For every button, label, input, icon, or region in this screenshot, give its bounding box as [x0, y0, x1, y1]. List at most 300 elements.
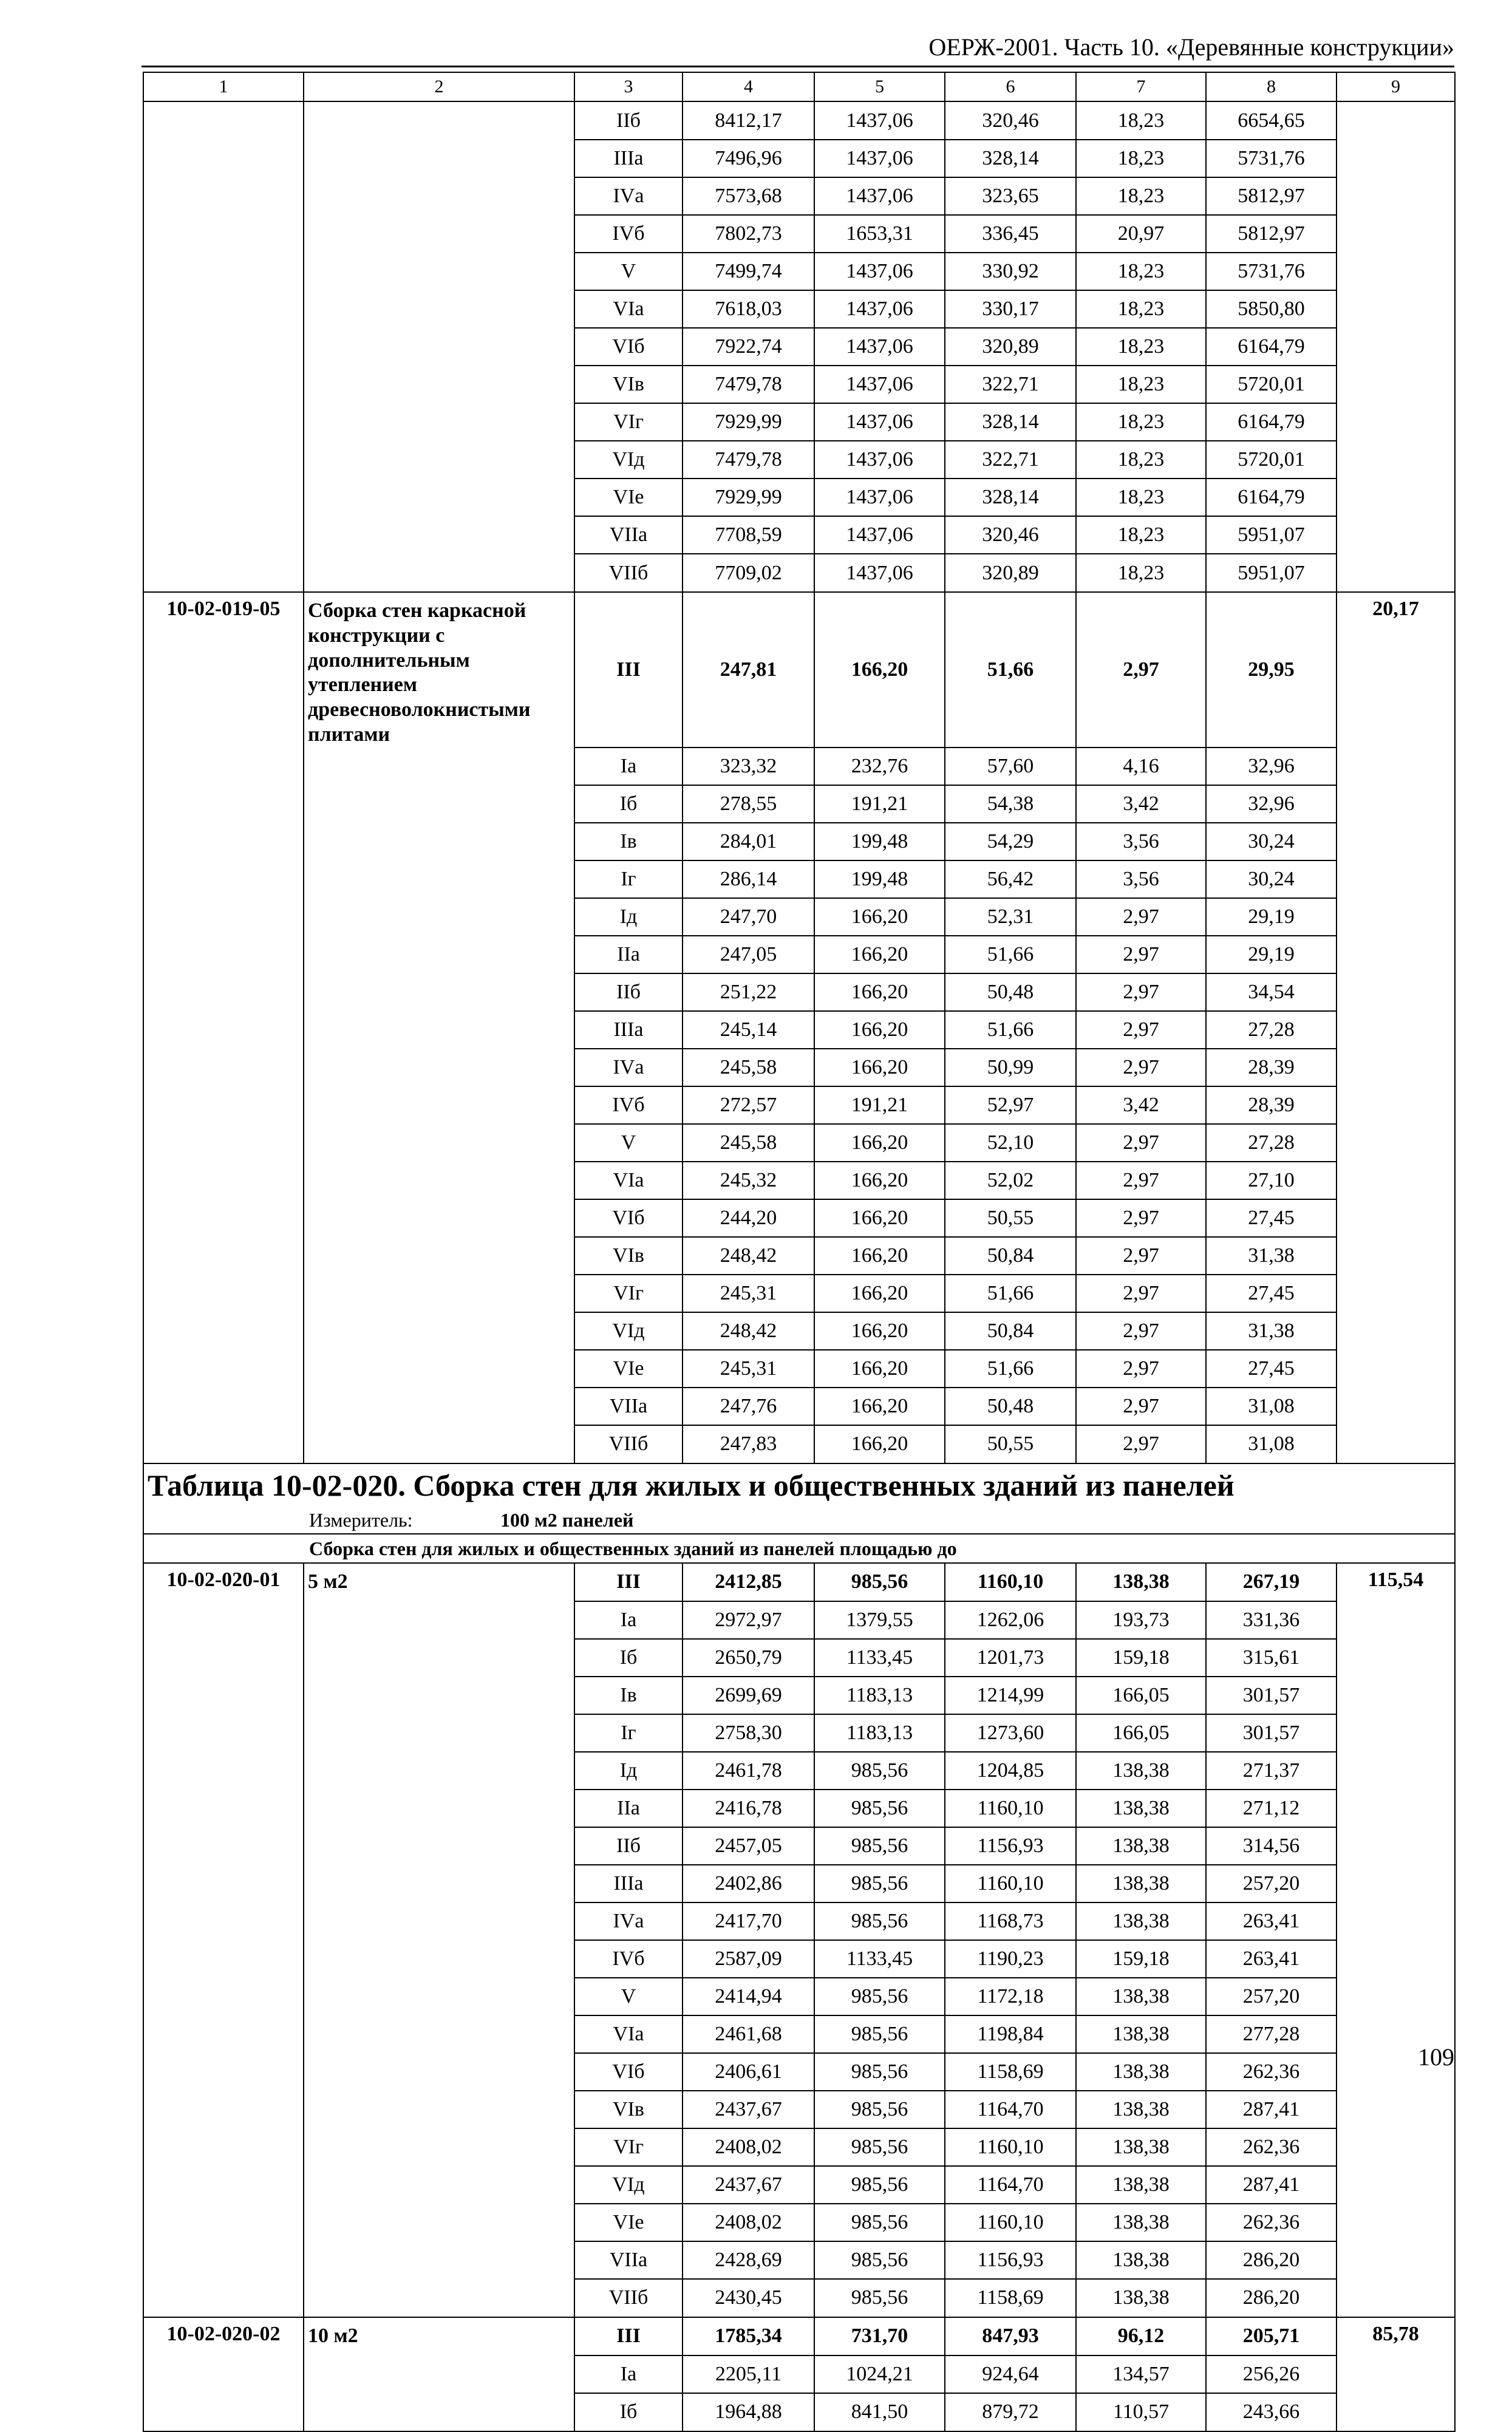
- rate-code-empty: [143, 366, 304, 403]
- rate-code-empty: [143, 140, 304, 177]
- table-row: [143, 1827, 1455, 1865]
- rate-code-empty: [143, 2393, 304, 2431]
- zone-cell: IVб: [574, 1940, 683, 1978]
- value-cell: 232,76: [814, 748, 945, 785]
- col9-empty: [1337, 2091, 1455, 2128]
- value-cell: 5812,97: [1206, 215, 1337, 253]
- zone-cell: Iд: [574, 1752, 683, 1790]
- value-cell: 3,42: [1076, 785, 1206, 823]
- zone-cell: IVб: [574, 215, 683, 253]
- value-cell: 256,26: [1206, 2355, 1337, 2393]
- table-row: [143, 1199, 1455, 1237]
- col9-empty: [1337, 101, 1455, 140]
- value-cell: 1437,06: [814, 366, 945, 403]
- value-cell: 323,65: [945, 177, 1076, 215]
- rate-code-empty: [143, 1312, 304, 1350]
- value-cell: 138,38: [1076, 2053, 1206, 2091]
- work-name-empty: [304, 1124, 574, 1162]
- work-name-empty: [304, 1940, 574, 1978]
- value-cell: 251,22: [683, 973, 814, 1011]
- value-cell: 2457,05: [683, 1827, 814, 1865]
- value-cell: 138,38: [1076, 1827, 1206, 1865]
- value-cell: 2408,02: [683, 2128, 814, 2166]
- work-name-empty: [304, 101, 574, 140]
- value-cell: 166,05: [1076, 1714, 1206, 1752]
- col9-empty: [1337, 2393, 1455, 2431]
- value-cell: 271,37: [1206, 1752, 1337, 1790]
- value-cell: 166,20: [814, 1312, 945, 1350]
- table-row: [143, 1978, 1455, 2015]
- value-cell: 245,31: [683, 1350, 814, 1388]
- work-name-empty: [304, 479, 574, 516]
- zone-cell: V: [574, 1124, 683, 1162]
- value-cell: 166,20: [814, 592, 945, 748]
- zone-cell: Iа: [574, 2355, 683, 2393]
- value-cell: 5720,01: [1206, 366, 1337, 403]
- value-cell: 50,84: [945, 1237, 1076, 1275]
- value-cell: 1160,10: [945, 1790, 1076, 1827]
- value-cell: 2,97: [1076, 936, 1206, 973]
- col9-empty: [1337, 898, 1455, 936]
- value-cell: 1437,06: [814, 140, 945, 177]
- value-cell: 262,36: [1206, 2128, 1337, 2166]
- value-cell: 52,10: [945, 1124, 1076, 1162]
- page-number: 109: [1418, 2043, 1454, 2071]
- value-cell: 3,56: [1076, 860, 1206, 898]
- value-cell: 159,18: [1076, 1940, 1206, 1978]
- work-name-empty: [304, 1086, 574, 1124]
- col9-empty: [1337, 1714, 1455, 1752]
- rate-code: 10-02-019-05: [143, 592, 304, 748]
- value-cell: 27,45: [1206, 1275, 1337, 1312]
- zone-cell: IVа: [574, 1049, 683, 1086]
- value-cell: 2,97: [1076, 1199, 1206, 1237]
- value-cell: 134,57: [1076, 2355, 1206, 2393]
- value-cell: 31,08: [1206, 1425, 1337, 1463]
- column-number: 5: [814, 72, 945, 101]
- value-cell: 985,56: [814, 1902, 945, 1940]
- col9-empty: [1337, 1312, 1455, 1350]
- value-cell: 1653,31: [814, 215, 945, 253]
- rate-code-empty: [143, 973, 304, 1011]
- value-cell: 244,20: [683, 1199, 814, 1237]
- table-row: [143, 1049, 1455, 1086]
- value-cell: 7496,96: [683, 140, 814, 177]
- value-cell: 924,64: [945, 2355, 1076, 2393]
- work-name-empty: [304, 2128, 574, 2166]
- table-row: [143, 290, 1455, 328]
- col9-empty: [1337, 1940, 1455, 1978]
- table-row: [143, 1011, 1455, 1049]
- zone-cell: VIб: [574, 2053, 683, 2091]
- work-name-empty: [304, 1978, 574, 2015]
- value-cell: 301,57: [1206, 1714, 1337, 1752]
- table-row: [143, 2053, 1455, 2091]
- value-cell: 1964,88: [683, 2393, 814, 2431]
- value-cell: 31,38: [1206, 1237, 1337, 1275]
- value-cell: 331,36: [1206, 1601, 1337, 1639]
- value-cell: 985,56: [814, 2128, 945, 2166]
- zone-cell: VIб: [574, 328, 683, 366]
- table-row: [143, 936, 1455, 973]
- value-cell: 30,24: [1206, 823, 1337, 860]
- work-name-empty: [304, 2204, 574, 2241]
- rate-code-empty: [143, 1714, 304, 1752]
- zone-cell: IIб: [574, 973, 683, 1011]
- table-row: [143, 1940, 1455, 1978]
- zone-cell: Iб: [574, 2393, 683, 2431]
- col9-empty: [1337, 1601, 1455, 1639]
- work-name-empty: [304, 2279, 574, 2317]
- meter-value: 100 м2 панелей: [500, 1508, 634, 1531]
- table-title-row: [143, 1463, 1455, 1507]
- table-row: [143, 2279, 1455, 2317]
- value-cell: 1273,60: [945, 1714, 1076, 1752]
- value-cell: 286,20: [1206, 2241, 1337, 2279]
- zone-cell: III: [574, 592, 683, 748]
- value-cell: 286,20: [1206, 2279, 1337, 2317]
- value-cell: 247,05: [683, 936, 814, 973]
- col9-empty: [1337, 2204, 1455, 2241]
- meter-row: [143, 1507, 1455, 1534]
- work-name-empty: [304, 328, 574, 366]
- value-cell: 18,23: [1076, 366, 1206, 403]
- value-cell: 2402,86: [683, 1865, 814, 1902]
- rate-code-empty: [143, 253, 304, 290]
- value-cell: 245,58: [683, 1124, 814, 1162]
- zone-cell: VIIб: [574, 554, 683, 592]
- table-row: [143, 1312, 1455, 1350]
- value-cell: 28,39: [1206, 1086, 1337, 1124]
- meter-label: Измеритель:: [309, 1508, 413, 1531]
- value-cell: 1183,13: [814, 1714, 945, 1752]
- zone-cell: Iв: [574, 823, 683, 860]
- table-row: [143, 1275, 1455, 1312]
- col9-empty: [1337, 785, 1455, 823]
- table-row: [143, 1902, 1455, 1940]
- rate-code-empty: [143, 1677, 304, 1714]
- zone-cell: VIв: [574, 1237, 683, 1275]
- col9-empty: [1337, 973, 1455, 1011]
- work-name-empty: [304, 823, 574, 860]
- value-cell: 336,45: [945, 215, 1076, 253]
- col9-empty: [1337, 2279, 1455, 2317]
- zone-cell: VIв: [574, 366, 683, 403]
- value-cell: 159,18: [1076, 1639, 1206, 1677]
- rate-code-empty: [143, 1350, 304, 1388]
- rate-code-empty: [143, 290, 304, 328]
- rate-code: 10-02-020-02: [143, 2317, 304, 2355]
- value-cell: 31,38: [1206, 1312, 1337, 1350]
- col9-value: 85,78: [1337, 2317, 1455, 2355]
- value-cell: 1379,55: [814, 1601, 945, 1639]
- rate-code-empty: [143, 2166, 304, 2204]
- work-name-empty: [304, 2241, 574, 2279]
- work-name-empty: [304, 1790, 574, 1827]
- value-cell: 985,56: [814, 1865, 945, 1902]
- value-cell: 51,66: [945, 1350, 1076, 1388]
- zone-cell: VIе: [574, 1350, 683, 1388]
- table-row: [143, 253, 1455, 290]
- col9-empty: [1337, 1049, 1455, 1086]
- value-cell: 1164,70: [945, 2091, 1076, 2128]
- value-cell: 3,56: [1076, 823, 1206, 860]
- value-cell: 1437,06: [814, 554, 945, 592]
- zone-cell: VIе: [574, 2204, 683, 2241]
- value-cell: 2437,67: [683, 2166, 814, 2204]
- work-name-empty: [304, 215, 574, 253]
- col9-empty: [1337, 403, 1455, 441]
- value-cell: 166,20: [814, 1124, 945, 1162]
- rate-code-empty: [143, 1011, 304, 1049]
- column-number: 8: [1206, 72, 1337, 101]
- value-cell: 56,42: [945, 860, 1076, 898]
- value-cell: 7708,59: [683, 516, 814, 554]
- value-cell: 3,42: [1076, 1086, 1206, 1124]
- rate-code-empty: [143, 2128, 304, 2166]
- value-cell: 2430,45: [683, 2279, 814, 2317]
- work-name-empty: [304, 973, 574, 1011]
- value-cell: 7929,99: [683, 479, 814, 516]
- rate-code-empty: [143, 177, 304, 215]
- rate-code-empty: [143, 1425, 304, 1463]
- value-cell: 1024,21: [814, 2355, 945, 2393]
- value-cell: 7922,74: [683, 328, 814, 366]
- value-cell: 191,21: [814, 785, 945, 823]
- work-name-empty: [304, 2355, 574, 2393]
- meter-cell: [143, 1507, 1455, 1534]
- value-cell: 29,19: [1206, 898, 1337, 936]
- zone-cell: VIIа: [574, 2241, 683, 2279]
- zone-cell: VIг: [574, 403, 683, 441]
- work-name: 5 м2: [304, 1563, 574, 1601]
- table-row: [143, 2128, 1455, 2166]
- rate-code-empty: [143, 2015, 304, 2053]
- work-name-empty: [304, 140, 574, 177]
- work-name-empty: [304, 2053, 574, 2091]
- zone-cell: IIа: [574, 1790, 683, 1827]
- value-cell: 1437,06: [814, 177, 945, 215]
- work-name-empty: [304, 1237, 574, 1275]
- value-cell: 1183,13: [814, 1677, 945, 1714]
- rate-code-empty: [143, 1275, 304, 1312]
- value-cell: 315,61: [1206, 1639, 1337, 1677]
- value-cell: 166,20: [814, 1350, 945, 1388]
- value-cell: 18,23: [1076, 479, 1206, 516]
- column-number: 4: [683, 72, 814, 101]
- value-cell: 985,56: [814, 1563, 945, 1601]
- value-cell: 138,38: [1076, 1865, 1206, 1902]
- zone-cell: VIIа: [574, 1388, 683, 1425]
- zone-cell: V: [574, 253, 683, 290]
- value-cell: 7929,99: [683, 403, 814, 441]
- work-name-empty: [304, 1639, 574, 1677]
- value-cell: 18,23: [1076, 101, 1206, 140]
- rate-code-empty: [143, 101, 304, 140]
- table-row: [143, 516, 1455, 554]
- value-cell: 248,42: [683, 1237, 814, 1275]
- value-cell: 985,56: [814, 2166, 945, 2204]
- value-cell: 1437,06: [814, 479, 945, 516]
- col9-empty: [1337, 823, 1455, 860]
- value-cell: 5720,01: [1206, 441, 1337, 479]
- table-row: [143, 1677, 1455, 1714]
- value-cell: 1437,06: [814, 403, 945, 441]
- value-cell: 330,17: [945, 290, 1076, 328]
- rate-code-empty: [143, 785, 304, 823]
- zone-cell: VIд: [574, 2166, 683, 2204]
- zone-cell: V: [574, 1978, 683, 2015]
- table-row: [143, 441, 1455, 479]
- value-cell: 1437,06: [814, 253, 945, 290]
- table-row: [143, 2204, 1455, 2241]
- value-cell: 2758,30: [683, 1714, 814, 1752]
- work-name-empty: [304, 785, 574, 823]
- value-cell: 18,23: [1076, 177, 1206, 215]
- zone-cell: Iб: [574, 1639, 683, 1677]
- value-cell: 54,38: [945, 785, 1076, 823]
- value-cell: 2,97: [1076, 1049, 1206, 1086]
- value-cell: 18,23: [1076, 328, 1206, 366]
- value-cell: 2650,79: [683, 1639, 814, 1677]
- value-cell: 138,38: [1076, 2015, 1206, 2053]
- value-cell: 320,89: [945, 328, 1076, 366]
- value-cell: 2205,11: [683, 2355, 814, 2393]
- table-row: [143, 1563, 1455, 1601]
- value-cell: 52,31: [945, 898, 1076, 936]
- col9-empty: [1337, 1865, 1455, 1902]
- value-cell: 166,20: [814, 1162, 945, 1199]
- value-cell: 18,23: [1076, 554, 1206, 592]
- work-name-empty: [304, 1714, 574, 1752]
- col9-empty: [1337, 441, 1455, 479]
- work-name: 10 м2: [304, 2317, 574, 2355]
- col9-empty: [1337, 177, 1455, 215]
- zone-cell: Iд: [574, 898, 683, 936]
- value-cell: 51,66: [945, 1275, 1076, 1312]
- value-cell: 51,66: [945, 592, 1076, 748]
- col9-empty: [1337, 1388, 1455, 1425]
- table-row: [143, 823, 1455, 860]
- work-name-empty: [304, 860, 574, 898]
- value-cell: 320,46: [945, 516, 1076, 554]
- zone-cell: III: [574, 1563, 683, 1601]
- value-cell: 985,56: [814, 2241, 945, 2279]
- col9-empty: [1337, 1162, 1455, 1199]
- value-cell: 138,38: [1076, 1563, 1206, 1601]
- zone-cell: Iа: [574, 748, 683, 785]
- col9-empty: [1337, 1827, 1455, 1865]
- value-cell: 18,23: [1076, 290, 1206, 328]
- value-cell: 50,55: [945, 1425, 1076, 1463]
- value-cell: 2416,78: [683, 1790, 814, 1827]
- rate-code-empty: [143, 2279, 304, 2317]
- work-name-empty: [304, 1425, 574, 1463]
- value-cell: 7479,78: [683, 366, 814, 403]
- zone-cell: VIIб: [574, 2279, 683, 2317]
- value-cell: 2587,09: [683, 1940, 814, 1978]
- value-cell: 138,38: [1076, 2166, 1206, 2204]
- value-cell: 7499,74: [683, 253, 814, 290]
- rate-code-empty: [143, 328, 304, 366]
- value-cell: 1158,69: [945, 2053, 1076, 2091]
- col9-empty: [1337, 1275, 1455, 1312]
- table-row: [143, 1752, 1455, 1790]
- zone-cell: VIд: [574, 1312, 683, 1350]
- value-cell: 2,97: [1076, 1425, 1206, 1463]
- rate-code-empty: [143, 2204, 304, 2241]
- value-cell: 1201,73: [945, 1639, 1076, 1677]
- rate-code-empty: [143, 554, 304, 592]
- value-cell: 1437,06: [814, 290, 945, 328]
- table-row: [143, 1601, 1455, 1639]
- value-cell: 166,20: [814, 1199, 945, 1237]
- value-cell: 18,23: [1076, 403, 1206, 441]
- column-number: 6: [945, 72, 1076, 101]
- zone-cell: IIб: [574, 101, 683, 140]
- table-row: [143, 140, 1455, 177]
- rate-code-empty: [143, 1790, 304, 1827]
- rate-code-empty: [143, 2091, 304, 2128]
- table-row: [143, 1790, 1455, 1827]
- work-name-empty: [304, 1275, 574, 1312]
- value-cell: 5731,76: [1206, 253, 1337, 290]
- rate-code-empty: [143, 1162, 304, 1199]
- value-cell: 2699,69: [683, 1677, 814, 1714]
- table-row: [143, 1865, 1455, 1902]
- value-cell: 29,19: [1206, 936, 1337, 973]
- value-cell: 166,20: [814, 1275, 945, 1312]
- value-cell: 271,12: [1206, 1790, 1337, 1827]
- value-cell: 166,20: [814, 936, 945, 973]
- rate-code-empty: [143, 1865, 304, 1902]
- zone-cell: IIб: [574, 1827, 683, 1865]
- rate-code: 10-02-020-01: [143, 1563, 304, 1601]
- zone-cell: Iа: [574, 1601, 683, 1639]
- rate-code-empty: [143, 1639, 304, 1677]
- value-cell: 205,71: [1206, 2317, 1337, 2355]
- value-cell: 5850,80: [1206, 290, 1337, 328]
- value-cell: 138,38: [1076, 1790, 1206, 1827]
- col9-empty: [1337, 253, 1455, 290]
- table-row: [143, 328, 1455, 366]
- value-cell: 8412,17: [683, 101, 814, 140]
- col9-empty: [1337, 2241, 1455, 2279]
- value-cell: 985,56: [814, 1790, 945, 1827]
- value-cell: 193,73: [1076, 1601, 1206, 1639]
- table-row: [143, 554, 1455, 592]
- col9-empty: [1337, 2128, 1455, 2166]
- value-cell: 1133,45: [814, 1940, 945, 1978]
- rate-code-empty: [143, 441, 304, 479]
- col9-empty: [1337, 1752, 1455, 1790]
- col9-empty: [1337, 479, 1455, 516]
- table-row: [143, 2015, 1455, 2053]
- rate-code-empty: [143, 898, 304, 936]
- zone-cell: VIIб: [574, 1425, 683, 1463]
- value-cell: 1437,06: [814, 441, 945, 479]
- value-cell: 52,97: [945, 1086, 1076, 1124]
- work-name-empty: [304, 403, 574, 441]
- col9-empty: [1337, 1902, 1455, 1940]
- table-row: [143, 479, 1455, 516]
- value-cell: 263,41: [1206, 1902, 1337, 1940]
- table-row: [143, 1162, 1455, 1199]
- work-name-empty: [304, 1902, 574, 1940]
- rate-code-empty: [143, 823, 304, 860]
- value-cell: 138,38: [1076, 1978, 1206, 2015]
- value-cell: 286,14: [683, 860, 814, 898]
